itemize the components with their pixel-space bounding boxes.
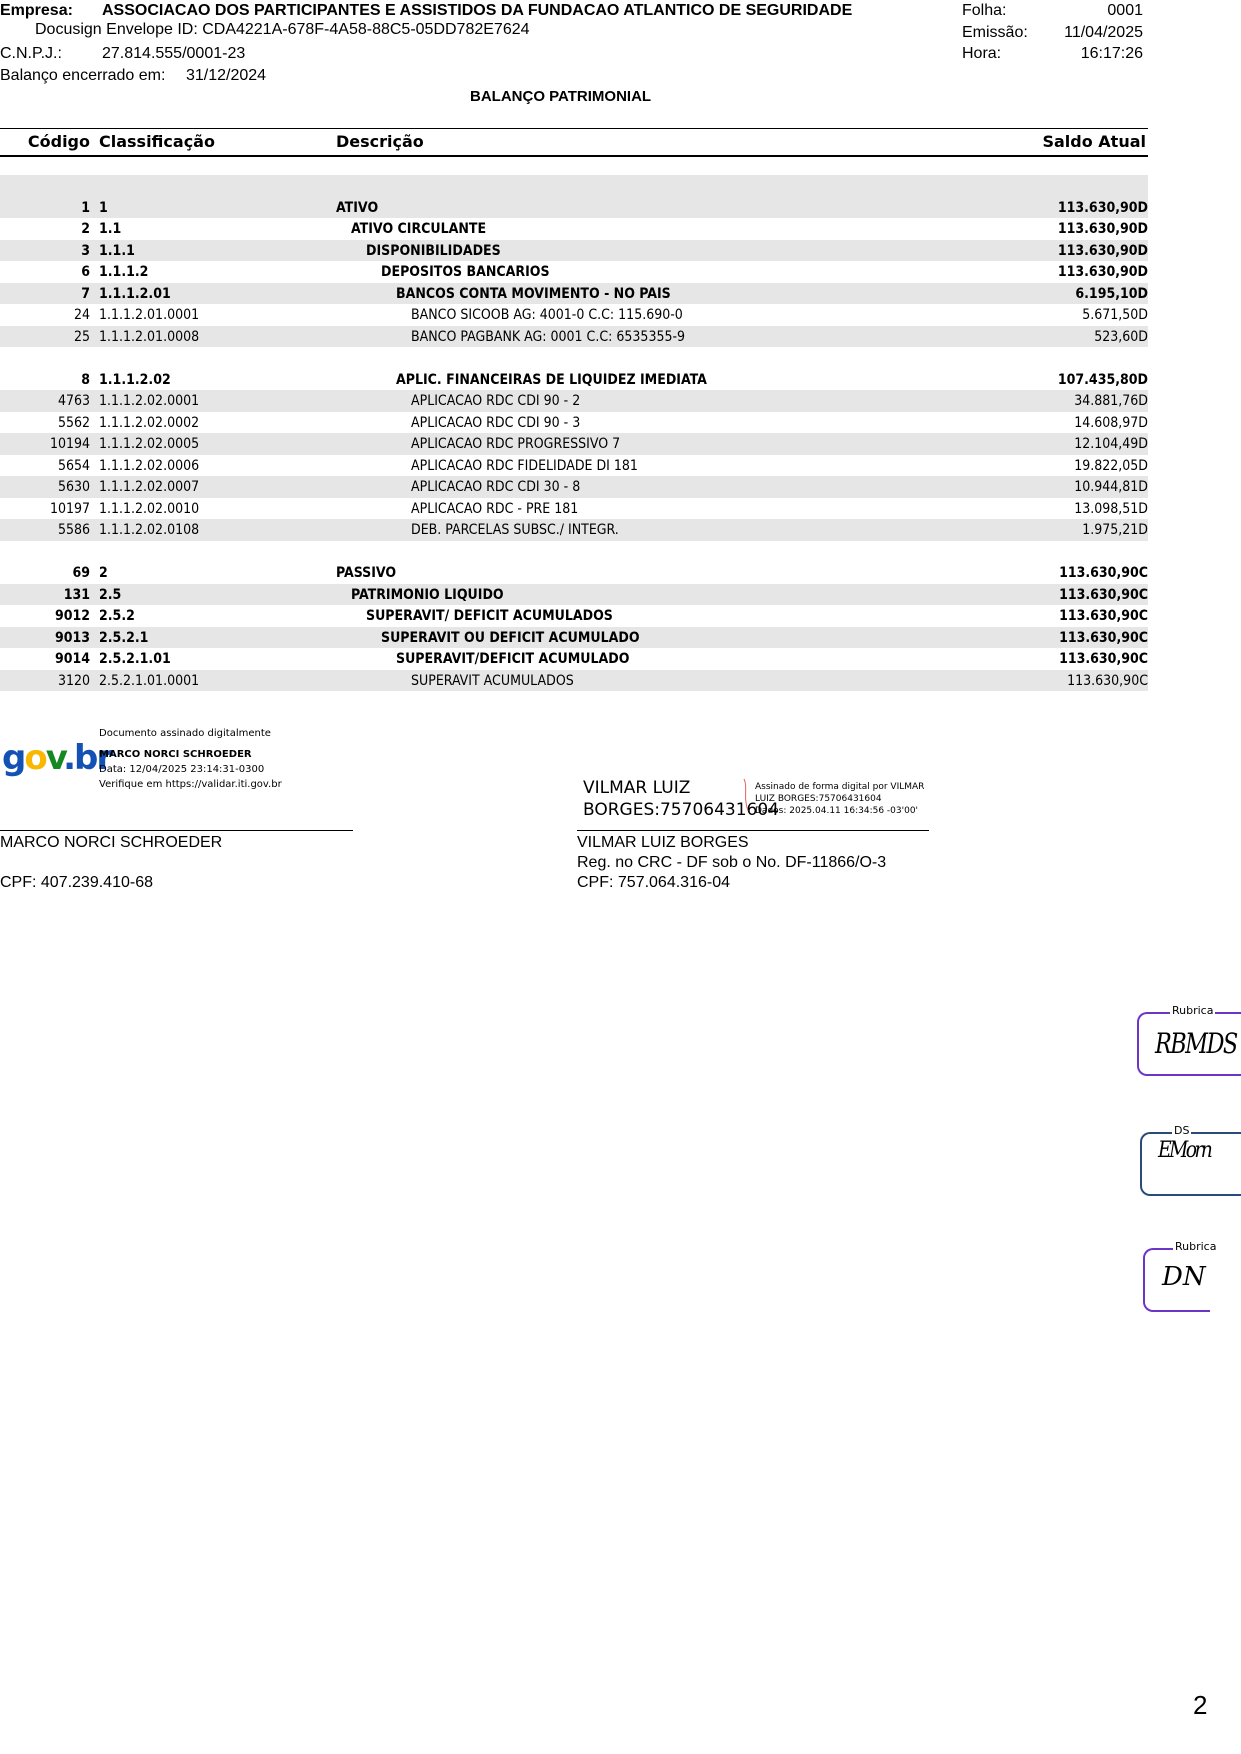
row-codigo: 25 bbox=[73, 328, 90, 345]
row-codigo: 3 bbox=[81, 242, 90, 259]
row-classificacao: 1.1.1 bbox=[99, 242, 135, 259]
row-classificacao: 1.1.1.2.02.0006 bbox=[99, 457, 200, 474]
row-descricao: APLICACAO RDC CDI 30 - 8 bbox=[411, 479, 581, 495]
row-saldo: 113.630,90C bbox=[1067, 672, 1148, 689]
row-saldo: 113.630,90D bbox=[1057, 199, 1148, 216]
balanco-label: Balanço encerrado em: bbox=[0, 67, 166, 84]
row-classificacao: 1.1.1.2.02.0010 bbox=[99, 500, 200, 517]
col-saldo: Saldo Atual bbox=[1042, 132, 1146, 151]
table-row bbox=[0, 283, 1148, 305]
col-descricao: Descrição bbox=[336, 132, 424, 151]
folha-label: Folha: bbox=[962, 2, 1007, 19]
signature-line-left bbox=[0, 830, 353, 831]
cnpj-value: 27.814.555/0001-23 bbox=[102, 45, 246, 62]
row-classificacao: 2.5.2 bbox=[99, 608, 135, 624]
col-classificacao: Classificação bbox=[99, 132, 215, 151]
row-saldo: 113.630,90C bbox=[1059, 629, 1148, 646]
row-saldo: 113.630,90D bbox=[1057, 264, 1148, 280]
row-codigo: 9013 bbox=[54, 629, 90, 646]
row-descricao: ATIVO bbox=[336, 199, 379, 216]
table-row bbox=[0, 498, 1148, 520]
table-row bbox=[0, 218, 1148, 240]
govbr-logo-text: br bbox=[74, 738, 112, 778]
row-codigo: 4763 bbox=[57, 393, 90, 409]
row-saldo: 14.608,97D bbox=[1074, 414, 1148, 431]
row-descricao: PATRIMONIO LIQUIDO bbox=[351, 586, 504, 603]
row-codigo: 9012 bbox=[54, 608, 90, 624]
row-descricao: SUPERAVIT/DEFICIT ACUMULADO bbox=[396, 651, 630, 667]
row-codigo: 6 bbox=[81, 264, 90, 280]
row-codigo: 3120 bbox=[57, 672, 90, 689]
table-spacer-row bbox=[0, 541, 1148, 563]
signer-right-crc: Reg. no CRC - DF sob o No. DF-11866/O-3 bbox=[577, 854, 887, 871]
table-row bbox=[0, 412, 1148, 434]
row-descricao: DEB. PARCELAS SUBSC./ INTEGR. bbox=[411, 522, 619, 538]
signer-right-name: VILMAR LUIZ BORGES bbox=[577, 834, 749, 851]
row-codigo: 10197 bbox=[49, 500, 90, 517]
row-classificacao: 1.1 bbox=[99, 221, 122, 237]
column-header-row bbox=[0, 128, 1148, 157]
row-descricao: SUPERAVIT/ DEFICIT ACUMULADOS bbox=[366, 608, 613, 624]
row-descricao: DEPOSITOS BANCARIOS bbox=[381, 264, 550, 280]
hora-value: 16:17:26 bbox=[1080, 45, 1143, 62]
signature-mark-icon bbox=[742, 777, 750, 813]
govbr-date: Data: 12/04/2025 23:14:31-0300 bbox=[99, 764, 265, 775]
table-row bbox=[0, 455, 1148, 477]
row-classificacao: 2.5.2.1.01.0001 bbox=[99, 672, 200, 689]
row-codigo: 10194 bbox=[49, 436, 90, 452]
table-row bbox=[0, 562, 1148, 584]
table-row bbox=[0, 304, 1148, 326]
row-codigo: 131 bbox=[63, 586, 90, 603]
row-descricao: APLIC. FINANCEIRAS DE LIQUIDEZ IMEDIATA bbox=[396, 371, 707, 388]
rubric-initials-2: EMorn bbox=[1158, 1138, 1211, 1163]
page-title: BALANÇO PATRIMONIAL bbox=[470, 88, 652, 105]
digital-sig-name-2: BORGES:75706431604 bbox=[583, 800, 779, 820]
row-descricao: PASSIVO bbox=[336, 565, 397, 581]
row-codigo: 5630 bbox=[57, 479, 90, 495]
row-descricao: ATIVO CIRCULANTE bbox=[351, 221, 487, 237]
emissao-label: Emissão: bbox=[962, 24, 1028, 41]
table-row bbox=[0, 197, 1148, 219]
row-descricao: APLICACAO RDC CDI 90 - 3 bbox=[411, 414, 581, 431]
rubric-initials-1: RBMDS bbox=[1155, 1027, 1237, 1060]
row-classificacao: 1.1.1.2.02.0002 bbox=[99, 414, 200, 431]
row-descricao: DISPONIBILIDADES bbox=[366, 242, 501, 259]
row-classificacao: 1.1.1.2.02.0007 bbox=[99, 479, 200, 495]
row-saldo: 34.881,76D bbox=[1074, 393, 1148, 409]
govbr-logo: gov.br bbox=[2, 738, 112, 778]
signature-line-right bbox=[577, 830, 929, 831]
company-label: Empresa: bbox=[0, 2, 73, 19]
row-saldo: 113.630,90C bbox=[1059, 565, 1148, 581]
digital-sig-name-1: VILMAR LUIZ bbox=[583, 778, 691, 798]
row-saldo: 523,60D bbox=[1094, 328, 1148, 345]
row-classificacao: 1.1.1.2.02 bbox=[99, 371, 171, 388]
signer-left-name: MARCO NORCI SCHROEDER bbox=[0, 834, 223, 851]
row-codigo: 2 bbox=[81, 221, 90, 237]
table-row bbox=[0, 648, 1148, 670]
row-classificacao: 1.1.1.2.01 bbox=[99, 285, 171, 302]
digital-sig-note-3: Dados: 2025.04.11 16:34:56 -03'00' bbox=[755, 806, 919, 816]
govbr-verify-link[interactable]: Verifique em https://validar.iti.gov.br bbox=[99, 779, 282, 790]
row-classificacao: 1 bbox=[99, 199, 108, 216]
row-codigo: 7 bbox=[81, 285, 90, 302]
row-descricao: APLICACAO RDC PROGRESSIVO 7 bbox=[411, 436, 621, 452]
table-row bbox=[0, 240, 1148, 262]
row-classificacao: 1.1.1.2.02.0108 bbox=[99, 522, 200, 538]
table-row bbox=[0, 519, 1148, 541]
row-descricao: APLICACAO RDC - PRE 181 bbox=[411, 500, 579, 517]
col-codigo: Código bbox=[27, 132, 90, 151]
row-saldo: 113.630,90C bbox=[1059, 651, 1148, 667]
row-saldo: 113.630,90D bbox=[1057, 242, 1148, 259]
row-classificacao: 2.5.2.1.01 bbox=[99, 651, 171, 667]
table-row bbox=[0, 326, 1148, 348]
row-classificacao: 1.1.1.2.01.0008 bbox=[99, 328, 200, 345]
doc-assinado-text: Documento assinado digitalmente bbox=[99, 728, 271, 739]
row-saldo: 12.104,49D bbox=[1074, 436, 1148, 452]
row-classificacao: 2 bbox=[99, 565, 108, 581]
page-number: 2 bbox=[1193, 1690, 1208, 1720]
row-codigo: 24 bbox=[73, 307, 90, 323]
balance-table bbox=[0, 175, 1148, 691]
row-saldo: 113.630,90C bbox=[1059, 586, 1148, 603]
row-saldo: 113.630,90C bbox=[1059, 608, 1148, 624]
signer-left-cpf: CPF: 407.239.410-68 bbox=[0, 874, 153, 891]
signer-right-cpf: CPF: 757.064.316-04 bbox=[577, 874, 730, 891]
hora-label: Hora: bbox=[962, 45, 1002, 62]
row-saldo: 19.822,05D bbox=[1074, 457, 1148, 474]
row-codigo: 69 bbox=[72, 565, 90, 581]
digital-sig-note-1: Assinado de forma digital por VILMAR bbox=[755, 782, 925, 792]
row-classificacao: 1.1.1.2.02.0001 bbox=[99, 393, 200, 409]
docusign-envelope-id: Docusign Envelope ID: CDA4221A-678F-4A58-88C5-05DD782E7624 bbox=[35, 21, 530, 38]
row-saldo: 5.671,50D bbox=[1082, 307, 1148, 323]
table-spacer-row bbox=[0, 175, 1148, 197]
row-codigo: 5586 bbox=[57, 522, 90, 538]
row-saldo: 107.435,80D bbox=[1057, 371, 1148, 388]
row-classificacao: 1.1.1.2.01.0001 bbox=[99, 307, 200, 323]
emissao-value: 11/04/2025 bbox=[1064, 24, 1143, 41]
cnpj-label: C.N.P.J.: bbox=[0, 45, 62, 62]
row-classificacao: 2.5.2.1 bbox=[99, 629, 149, 646]
table-row bbox=[0, 390, 1148, 412]
row-codigo: 9014 bbox=[54, 651, 90, 667]
company-name: ASSOCIACAO DOS PARTICIPANTES E ASSISTIDOS DA FUNDACAO ATLANTICO DE SEGURIDADE bbox=[102, 2, 853, 19]
digital-sig-note-2: LUIZ BORGES:75706431604 bbox=[755, 794, 882, 804]
row-saldo: 10.944,81D bbox=[1074, 479, 1148, 495]
govbr-signer: MARCO NORCI SCHROEDER bbox=[99, 749, 252, 760]
table-row bbox=[0, 261, 1148, 283]
table-row bbox=[0, 605, 1148, 627]
table-row bbox=[0, 433, 1148, 455]
table-row bbox=[0, 670, 1148, 692]
row-classificacao: 2.5 bbox=[99, 586, 122, 603]
table-row bbox=[0, 627, 1148, 649]
table-spacer-row bbox=[0, 347, 1148, 369]
table-row bbox=[0, 584, 1148, 606]
row-codigo: 5562 bbox=[57, 414, 90, 431]
row-descricao: APLICACAO RDC CDI 90 - 2 bbox=[411, 393, 581, 409]
row-descricao: SUPERAVIT OU DEFICIT ACUMULADO bbox=[381, 629, 640, 646]
row-saldo: 6.195,10D bbox=[1075, 285, 1148, 302]
table-row bbox=[0, 476, 1148, 498]
row-descricao: BANCOS CONTA MOVIMENTO - NO PAIS bbox=[396, 285, 671, 302]
rubric-initials-3: DN bbox=[1162, 1262, 1206, 1292]
row-codigo: 5654 bbox=[57, 457, 90, 474]
row-classificacao: 1.1.1.2.02.0005 bbox=[99, 436, 200, 452]
row-descricao: APLICACAO RDC FIDELIDADE DI 181 bbox=[411, 457, 638, 474]
row-codigo: 1 bbox=[81, 199, 90, 216]
rubric-label-3: Rubrica bbox=[1175, 1240, 1217, 1253]
row-codigo: 8 bbox=[81, 371, 90, 388]
row-descricao: SUPERAVIT ACUMULADOS bbox=[411, 672, 574, 689]
row-saldo: 113.630,90D bbox=[1057, 221, 1148, 237]
row-descricao: BANCO PAGBANK AG: 0001 C.C: 6535355-9 bbox=[411, 328, 686, 345]
rubric-label-1: Rubrica bbox=[1172, 1004, 1214, 1017]
folha-value: 0001 bbox=[1107, 2, 1143, 19]
balanco-date: 31/12/2024 bbox=[186, 67, 267, 84]
row-saldo: 1.975,21D bbox=[1082, 522, 1148, 538]
table-row bbox=[0, 369, 1148, 391]
row-classificacao: 1.1.1.2 bbox=[99, 264, 149, 280]
row-saldo: 13.098,51D bbox=[1074, 500, 1148, 517]
rubric-label-2: DS bbox=[1174, 1124, 1190, 1137]
row-descricao: BANCO SICOOB AG: 4001-0 C.C: 115.690-0 bbox=[411, 307, 683, 323]
